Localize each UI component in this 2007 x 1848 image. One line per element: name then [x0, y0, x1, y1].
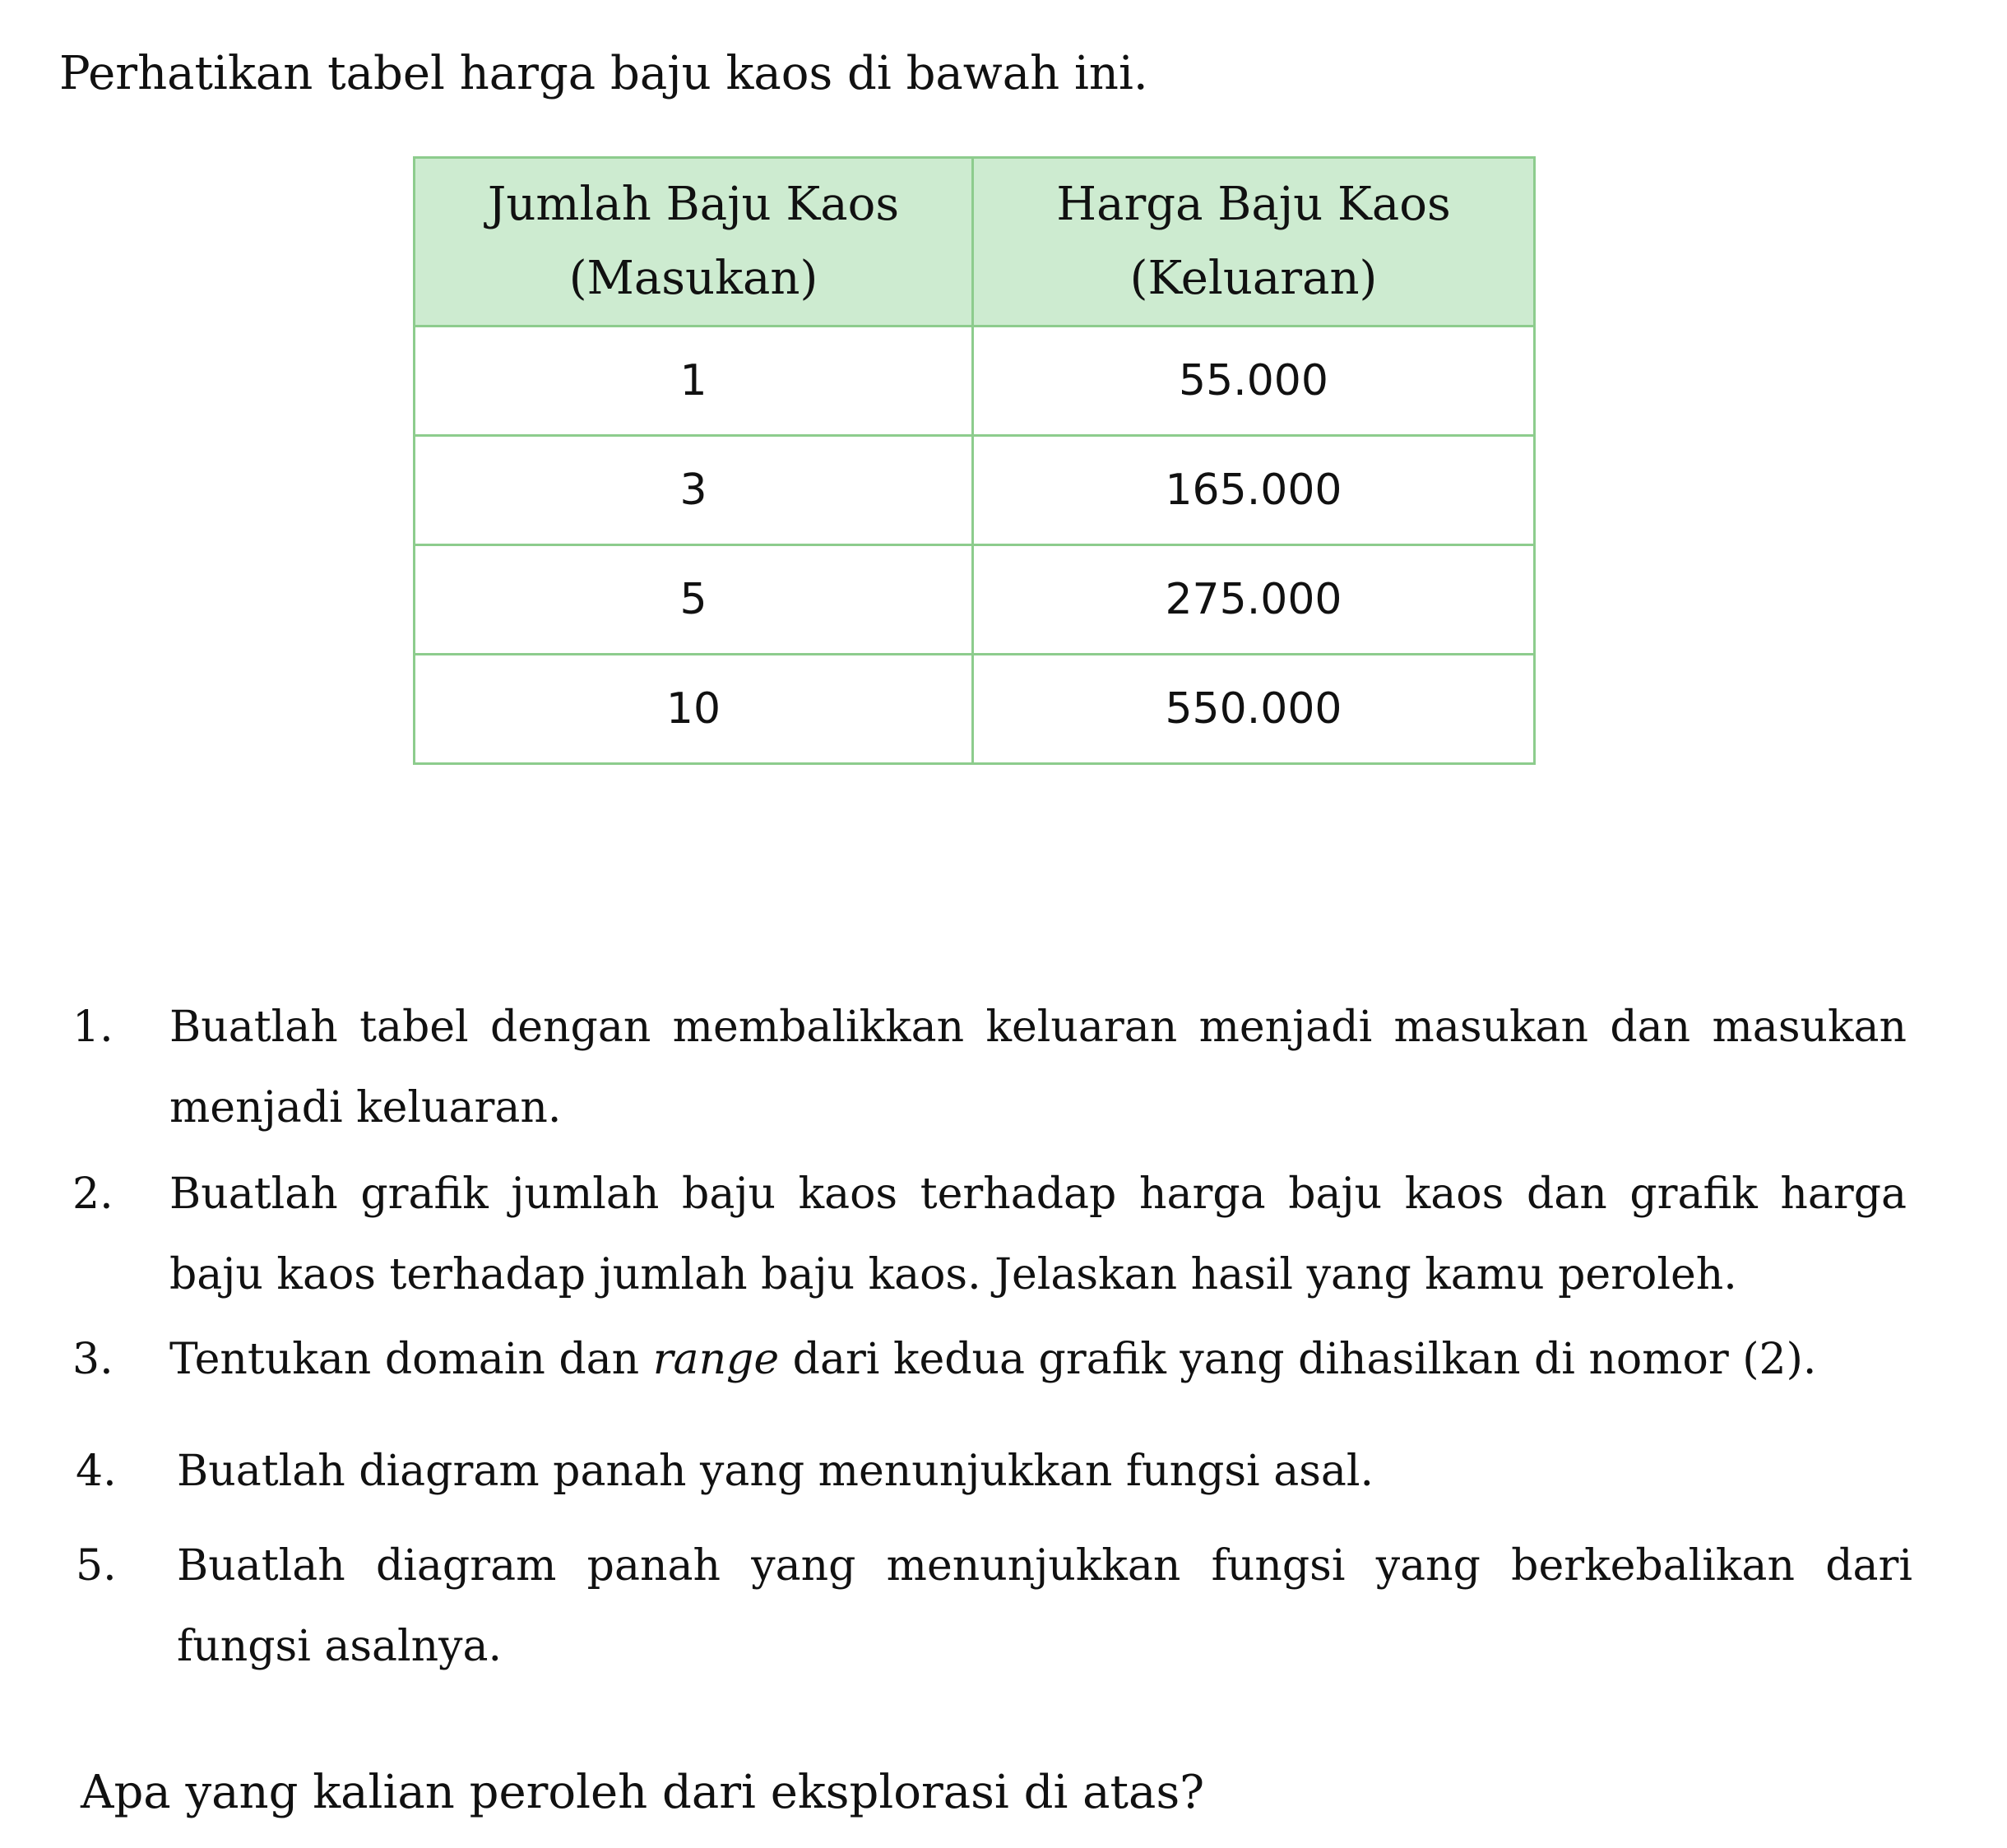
- cell-harga: 550.000: [973, 655, 1535, 764]
- cell-harga: 55.000: [973, 327, 1535, 436]
- table-row: [415, 327, 1535, 436]
- task-text: Buatlah diagram panah yang menunjukkan fungsi yang berkebalikan dari fungsi asalnya.: [177, 1541, 1912, 1671]
- task-text: Buatlah tabel dengan membalikkan keluaran menjadi masukan dan masukan menjadi keluaran.: [169, 1003, 1907, 1132]
- task-text-part: dari kedua grafik yang dihasilkan di nomor (2).: [779, 1335, 1817, 1384]
- header-jumlah-line2: (Masukan): [568, 252, 818, 305]
- cell-harga: 275.000: [973, 545, 1535, 655]
- task-text-italic: range: [652, 1335, 780, 1384]
- header-harga-line2: (Keluaran): [1129, 252, 1378, 305]
- cell-harga: 165.000: [973, 436, 1535, 545]
- cell-jumlah: 1: [415, 327, 973, 436]
- table-header-row: [415, 158, 1535, 327]
- task-number: 1.: [72, 1003, 114, 1052]
- outro-question: Apa yang kalian peroleh dari eksplorasi di atas?: [81, 1766, 1205, 1819]
- table-row: [415, 655, 1535, 764]
- header-harga-line1: Harga Baju Kaos: [1056, 178, 1451, 231]
- price-table: [413, 156, 1536, 765]
- task-number: 5.: [76, 1541, 117, 1591]
- task-number: 4.: [76, 1447, 117, 1496]
- task-text: [169, 1319, 1907, 1400]
- task-text: Buatlah grafik jumlah baju kaos terhadap harga baju kaos dan grafik harga baju kaos terhadap jumlah baju kaos. Jelaskan hasil yang kamu peroleh.: [169, 1169, 1907, 1299]
- cell-jumlah: 10: [415, 655, 973, 764]
- task-number: 3.: [72, 1335, 114, 1384]
- task-text-part: Tentukan domain dan: [169, 1335, 653, 1384]
- task-number: 2.: [72, 1169, 114, 1219]
- header-jumlah-line1: Jumlah Baju Kaos: [487, 178, 900, 231]
- task-text: Buatlah diagram panah yang menunjukkan fungsi asal.: [177, 1447, 1374, 1496]
- table-row: [415, 436, 1535, 545]
- header-harga: [973, 158, 1535, 327]
- intro-text: Perhatikan tabel harga baju kaos di bawah ini.: [59, 47, 1148, 100]
- header-jumlah: [415, 158, 973, 327]
- cell-jumlah: 3: [415, 436, 973, 545]
- cell-jumlah: 5: [415, 545, 973, 655]
- table-row: [415, 545, 1535, 655]
